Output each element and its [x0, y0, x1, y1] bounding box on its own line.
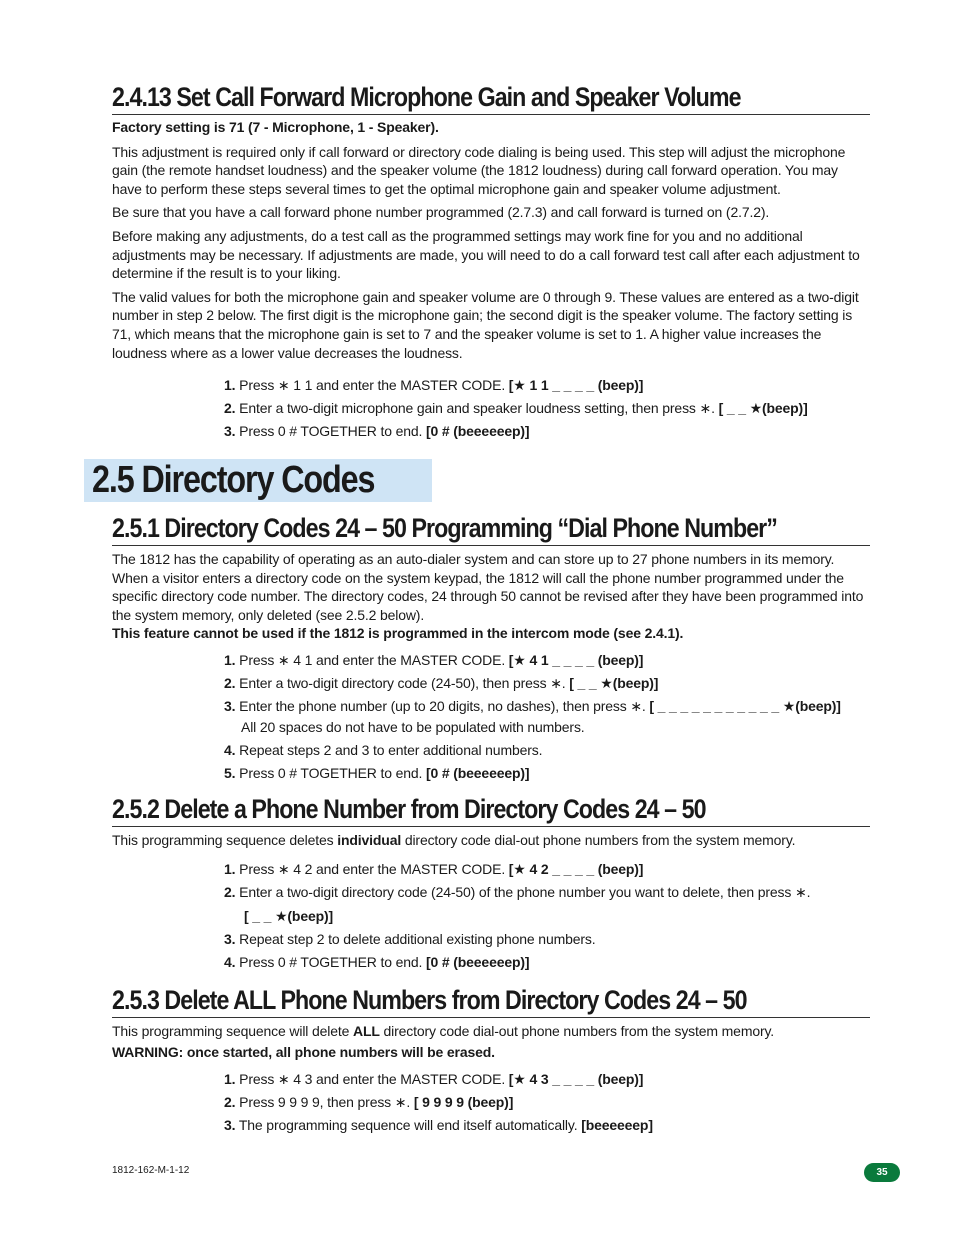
step-item: 5. Press 0 # TOGETHER to end. [0 # (beeeeeep)]	[224, 764, 530, 781]
steps-list	[224, 376, 870, 441]
document-page	[92, 80, 870, 1139]
steps-list	[224, 651, 870, 783]
section-title-2-4-13: 2.4.13 Set Call Forward Microphone Gain and Speaker Volume	[112, 82, 741, 112]
step-item: 2. Enter a two-digit directory code (24-50) of the phone number you want to delete, then press ∗.	[224, 884, 811, 901]
title-rule	[112, 826, 870, 827]
section-title-2-5: 2.5 Directory Codes	[92, 458, 375, 501]
paragraph: The valid values for both the microphone gain and speaker volume are 0 through 9. These values are entered as a two-digit number in step 2 below. The first digit is the microphone gain; the second digit is the speaker volume. The factory setting is 71, which means that the microphone gain is set to 7 and the speaker volume is set to 1. A higher value increases the loudness where as a lower value decreases the loudness.	[112, 288, 859, 361]
step-continuation: All 20 spaces do not have to be populated with numbers.	[241, 718, 585, 735]
step-item: 2. Enter a two-digit microphone gain and speaker loudness setting, then press ∗. [ _ _ ★(beep)]	[224, 400, 808, 417]
step-item: 3. Repeat step 2 to delete additional existing phone numbers.	[224, 930, 596, 947]
paragraph: Before making any adjustments, do a test call as the programmed settings may work fine for you and no additional adjustments may be necessary. If adjustments are made, you will need to do a call forward test call after each adjustment to determine if the result is to your liking.	[112, 227, 860, 282]
step-continuation: [ _ _ ★(beep)]	[244, 907, 334, 924]
step-item: 1. Press ∗ 4 1 and enter the MASTER CODE. [★ 4 1 _ _ _ _ (beep)]	[224, 651, 644, 668]
step-item: 3. Enter the phone number (up to 20 digits, no dashes), then press ∗. [ _ _ _ _ _ _ _ _ _ _ _ ★(beep)]	[224, 698, 841, 715]
step-item: 2. Enter a two-digit directory code (24-50), then press ∗. [ _ _ ★(beep)]	[224, 674, 659, 691]
section-heading-box	[84, 459, 432, 502]
step-item: 3. The programming sequence will end itself automatically. [beeeeeep]	[224, 1116, 653, 1133]
section-title-2-5-2: 2.5.2 Delete a Phone Number from Directory Codes 24 – 50	[112, 794, 706, 825]
paragraph: This programming sequence will delete ALL directory code dial-out phone numbers from the system memory.	[112, 1022, 775, 1039]
section-title-2-5-3: 2.5.3 Delete ALL Phone Numbers from Directory Codes 24 – 50	[112, 984, 747, 1015]
step-item: 2. Press 9 9 9 9, then press ∗. [ 9 9 9 9 (beep)]	[224, 1093, 514, 1110]
paragraph: Be sure that you have a call forward phone number programmed (2.7.3) and call forward is turned on (2.7.2).	[112, 204, 770, 221]
step-item: 3. Press 0 # TOGETHER to end. [0 # (beeeeeep)]	[224, 423, 530, 440]
steps-list	[224, 1070, 870, 1135]
warning-note: WARNING: once started, all phone numbers will be erased.	[112, 1044, 495, 1061]
paragraph: This adjustment is required only if call forward or directory code dialing is being used. This step will adjust the microphone gain (the remote handset loudness) and the speaker volume (the 1812 loudness) during call forward operation. You may have to perform these steps several times to get the optimal microphone gain and speaker volume adjustment.	[112, 143, 846, 197]
steps-list	[224, 860, 870, 971]
title-rule	[112, 114, 870, 115]
paragraph: This programming sequence deletes individual directory code dial-out phone numbers from the system memory.	[112, 832, 796, 849]
step-item: 1. Press ∗ 1 1 and enter the MASTER CODE. [★ 1 1 _ _ _ _ (beep)]	[224, 377, 644, 394]
document-id: 1812-162-M-1-12	[112, 1165, 190, 1176]
step-item: 1. Press ∗ 4 3 and enter the MASTER CODE. [★ 4 3 _ _ _ _ (beep)]	[224, 1070, 644, 1087]
section-title-2-5-1: 2.5.1 Directory Codes 24 – 50 Programming “Dial Phone Number”	[112, 512, 777, 543]
paragraph: The 1812 has the capability of operating as an auto-dialer system and can store up to 27 phone numbers in its memory. When a visitor enters a directory code on the system keypad, the 1812 will call the phone number programmed under the specific directory code number. The directory codes, 24 through 50 cannot be revised after they have been programmed into the system memory, only deleted (see 2.5.2 below).	[112, 550, 864, 623]
warning-note: This feature cannot be used if the 1812 is programmed in the intercom mode (see 2.4.1).	[112, 625, 684, 642]
step-item: 4. Repeat steps 2 and 3 to enter additional numbers.	[224, 741, 543, 758]
step-item: 4. Press 0 # TOGETHER to end. [0 # (beeeeeep)]	[224, 953, 530, 970]
step-item: 1. Press ∗ 4 2 and enter the MASTER CODE. [★ 4 2 _ _ _ _ (beep)]	[224, 861, 644, 878]
page-number-badge: 35	[864, 1163, 900, 1182]
title-rule	[112, 545, 870, 546]
factory-setting-note: Factory setting is 71 (7 - Microphone, 1 - Speaker).	[112, 119, 439, 135]
title-rule	[112, 1017, 870, 1018]
